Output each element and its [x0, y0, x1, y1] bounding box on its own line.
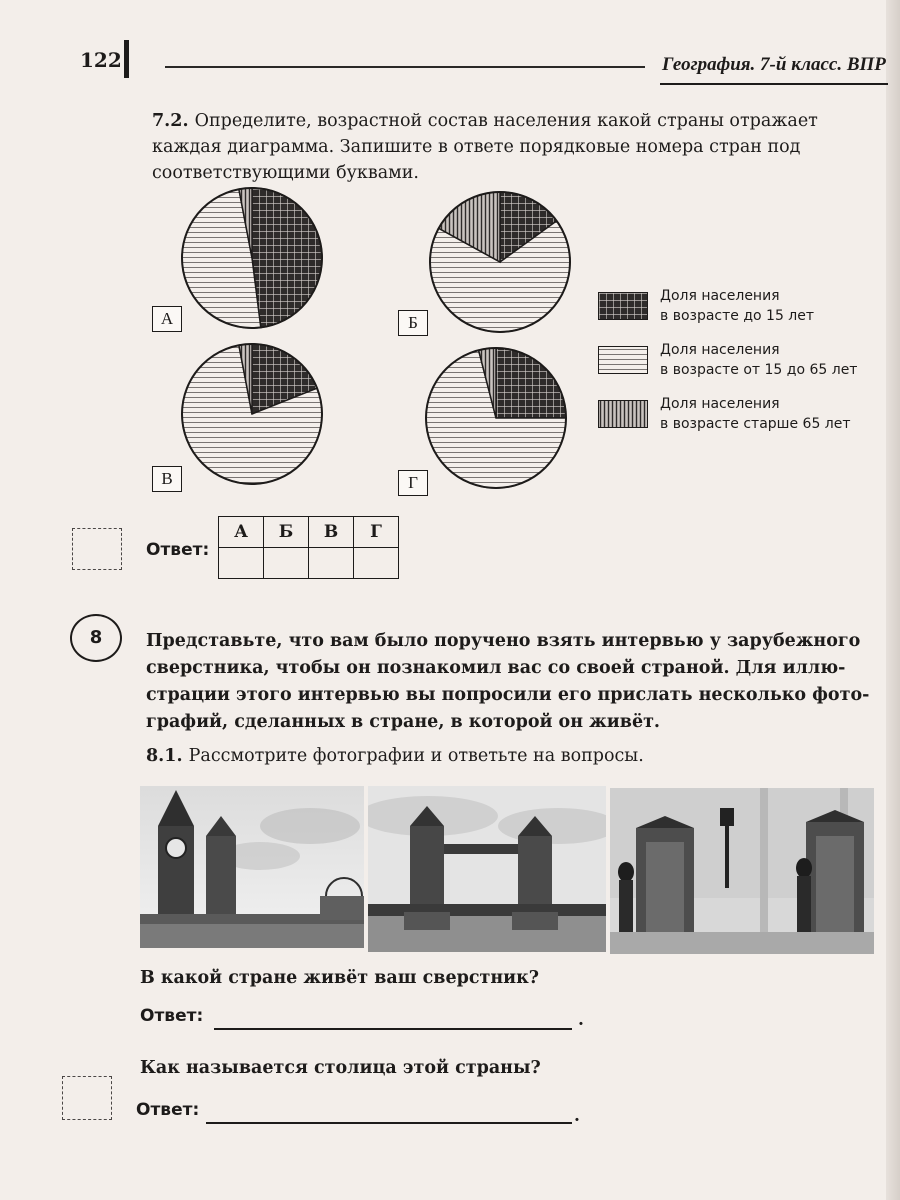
legend-line-2: в возрасте до 15 лет — [660, 308, 815, 324]
photo-tower-bridge — [368, 786, 606, 952]
score-box-7-2[interactable] — [72, 528, 122, 570]
pie-0-slice-under-15 — [252, 188, 322, 327]
photo-big-ben — [140, 786, 364, 948]
question-country: В какой стране живёт ваш сверстник? — [140, 968, 539, 988]
score-box-8-1[interactable] — [62, 1076, 112, 1120]
question-number: 7.2. — [152, 111, 189, 131]
answer-col-header: В — [309, 517, 354, 548]
answer-label-country: Ответ: — [140, 1006, 204, 1026]
legend-swatch-hlines — [598, 346, 648, 374]
legend-item-under-15 — [598, 286, 898, 336]
question-number: 8.1. — [146, 746, 183, 766]
pie-label-a: А — [152, 306, 182, 332]
question-text: Определите, возрастной состав населения какой страны отражает каждая диаграмма. Запишите в ответе порядковые номера стран под соответствующими буквами. — [152, 111, 818, 183]
answer-line-country[interactable] — [214, 1028, 572, 1030]
answer-cell[interactable] — [264, 548, 309, 579]
photo-royal-guards — [610, 788, 874, 954]
question-capital: Как называется столица этой страны? — [140, 1058, 541, 1078]
question-8-text: Представьте, что вам было поручено взять интервью у зарубежного сверстника, чтобы он познакомил вас со своей страной. Для иллюстрации этого интервью вы попросили его прислать несколько фотографий, сделанных в стране, в которой он живёт. — [146, 631, 870, 732]
legend-line-2: в возрасте старше 65 лет — [660, 416, 851, 432]
page-number: 122 — [80, 48, 122, 72]
legend-line-1: Доля населения — [660, 396, 780, 412]
answer-cell[interactable] — [354, 548, 399, 579]
pie-label-v: В — [152, 466, 182, 492]
legend-swatch-grid — [598, 292, 648, 320]
legend-line-2: в возрасте от 15 до 65 лет — [660, 362, 858, 378]
question-8-number: 8 — [70, 614, 122, 662]
legend-swatch-vlines — [598, 400, 648, 428]
legend-line-1: Доля населения — [660, 288, 780, 304]
answer-col-header: Г — [354, 517, 399, 548]
answer-label: Ответ: — [146, 540, 210, 560]
book-title: География. 7-й класс. ВПР — [662, 54, 886, 75]
answer-label-capital: Ответ: — [136, 1100, 200, 1120]
question-text: Рассмотрите фотографии и ответьте на вопросы. — [188, 746, 644, 766]
answer-dot: . — [578, 1010, 584, 1030]
answer-cell[interactable] — [219, 548, 264, 579]
answer-dot: . — [574, 1106, 580, 1126]
answer-line-capital[interactable] — [206, 1122, 572, 1124]
answer-cell[interactable] — [309, 548, 354, 579]
legend-line-1: Доля населения — [660, 342, 780, 358]
legend-item-over-65 — [598, 394, 898, 444]
legend-item-15-65 — [598, 340, 898, 390]
answer-col-header: Б — [264, 517, 309, 548]
pie-label-g: Г — [398, 470, 428, 496]
answer-col-header: А — [219, 517, 264, 548]
pie-label-b: Б — [398, 310, 428, 336]
answer-table — [218, 516, 399, 579]
question-8-1 — [146, 746, 886, 766]
